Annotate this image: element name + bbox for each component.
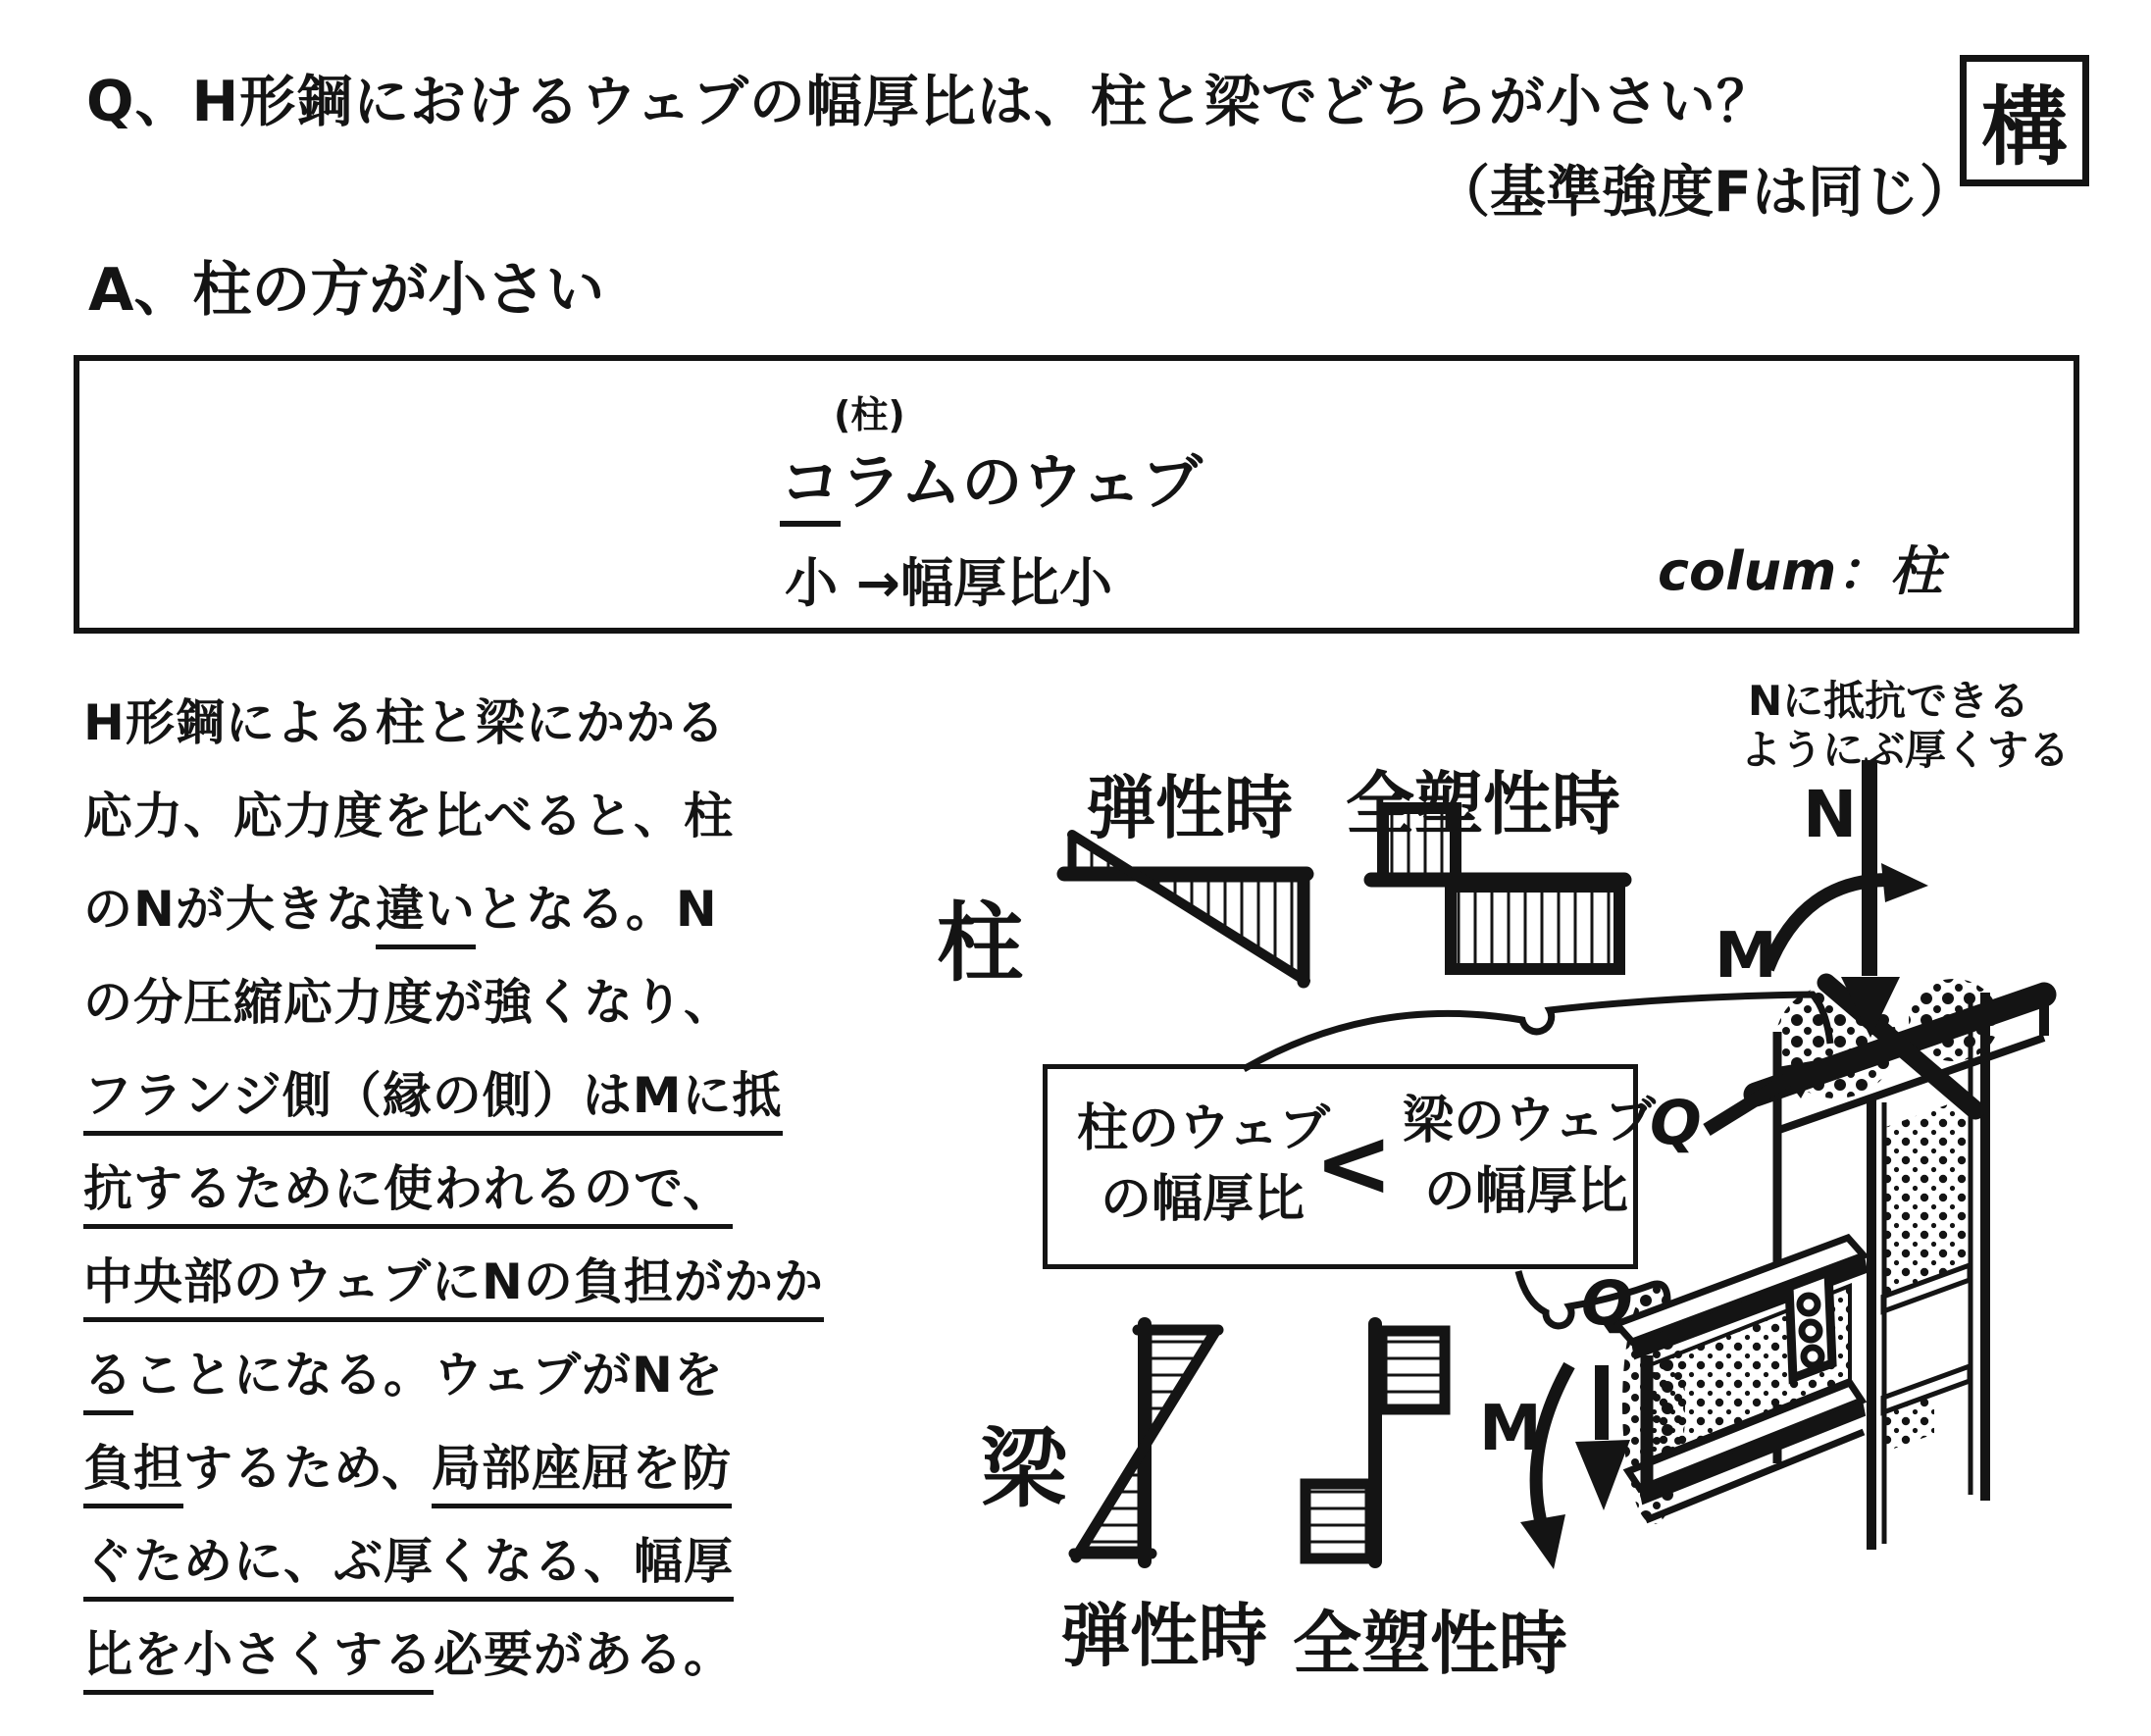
answer-line: A、柱の方が小さい: [88, 256, 605, 325]
shear-bottom-label: Q: [1581, 1267, 1633, 1339]
answer-box-sub: 小 →幅厚比小: [785, 552, 1113, 614]
paragraph-underlined-text: 局部座屈を防: [432, 1440, 732, 1508]
comparison-left-line1: 柱のウェブ: [1077, 1099, 1330, 1158]
paragraph-line: [83, 863, 1045, 956]
comparison-right-line2: の幅厚比: [1424, 1162, 1629, 1221]
answer-box-main-rest: ラムのウェブ: [841, 446, 1203, 518]
q-bottom-arrow-head: [1575, 1440, 1630, 1510]
column-row-label: 柱: [937, 893, 1024, 994]
paragraph-line: [83, 1329, 1045, 1422]
column-web-face: [1883, 1097, 1970, 1297]
thickness-annotation-line2: ようにぶ厚くする: [1740, 726, 2071, 774]
paragraph-line: [83, 1608, 1045, 1702]
paragraph-underlined-text: 抗するために使われるので、: [83, 1160, 733, 1229]
paragraph-line: [83, 677, 1045, 770]
paragraph-underlined-text: 比を小さくする: [83, 1626, 434, 1695]
paragraph: [83, 677, 1045, 1702]
category-tag-label: 構: [1980, 77, 2068, 178]
moment-top-label: M: [1715, 920, 1777, 993]
paragraph-text: のNが大きな: [83, 881, 376, 938]
paragraph-line: [83, 1515, 1045, 1608]
frame-3d-sketch: [1616, 979, 2044, 1550]
paragraph-line: [83, 1422, 1045, 1515]
paragraph-underlined-text: 負担: [83, 1440, 183, 1508]
answer-box-english-note: colum：柱: [1658, 540, 1943, 602]
beam-elastic-stress-diagram: [1074, 1324, 1218, 1561]
answer-box-main: [780, 434, 1203, 521]
bolt: [1804, 1348, 1821, 1365]
comparison-right-line1: 梁のウェブ: [1403, 1092, 1656, 1150]
column-elastic-stress-diagram: [1064, 834, 1306, 982]
bolt: [1802, 1322, 1819, 1340]
comparison-left-line2: の幅厚比: [1101, 1170, 1306, 1229]
question-line1: Q、H形鋼におけるウェブの幅厚比は、柱と梁でどちらが小さい？: [86, 70, 1773, 134]
paragraph-text: 応力、応力度を比べると、柱: [83, 788, 734, 844]
paragraph-text: ことになる。ウェブがNを: [133, 1347, 724, 1404]
paragraph-line: [83, 1049, 1045, 1143]
m-top-arrow-head: [1881, 863, 1928, 902]
paragraph-line: [83, 770, 1045, 863]
column-elastic-label: 弾性時: [1087, 768, 1293, 848]
paragraph-text: 必要がある。: [434, 1626, 734, 1683]
moment-bottom-label: M: [1479, 1393, 1542, 1465]
question-line2: （基準強度Fは同じ）: [1434, 160, 1975, 225]
category-tag-box: [1960, 55, 2089, 186]
beam-elastic-label: 弾性時: [1061, 1596, 1267, 1676]
paragraph-text: H形鋼による柱と梁にかかる: [83, 694, 726, 751]
paragraph-text: するため、: [183, 1440, 432, 1497]
paragraph-line: [83, 956, 1045, 1049]
answer-box-main-underlined: コ: [780, 446, 841, 527]
paragraph-text: となる。N: [475, 881, 718, 938]
column-plastic-label: 全塑性時: [1346, 764, 1620, 844]
paragraph-underlined-text: る: [83, 1347, 133, 1415]
paragraph-underlined-text: ぐために、ぶ厚くなる、幅厚: [83, 1533, 734, 1602]
paragraph-underlined-text: フランジ側（縁の側）はMに抵: [83, 1067, 783, 1136]
beam-plastic-stress-diagram: [1306, 1324, 1445, 1561]
paragraph-line: [83, 1236, 1045, 1329]
m-bottom-arrow-head: [1520, 1514, 1565, 1569]
paragraph-line: [83, 1143, 1045, 1236]
answer-box-kakko-note: (柱): [834, 393, 905, 436]
shear-top-label: Q: [1650, 1087, 1702, 1158]
paragraph-underlined-text: 中央部のウェブにNの負担がかか: [83, 1253, 824, 1322]
thickness-annotation-line1: Nに抵抗できる: [1748, 677, 2030, 725]
beam-row-label: 梁: [981, 1418, 1068, 1519]
comparison-operator: <: [1314, 1108, 1394, 1218]
beam-plastic-label: 全塑性時: [1293, 1604, 1567, 1684]
paragraph-text: の分圧縮応力度が強くなり、: [83, 974, 734, 1031]
axial-force-label: N: [1803, 777, 1858, 852]
paragraph-underlined-text: 違い: [376, 881, 476, 949]
bolt: [1800, 1296, 1818, 1313]
connector-squiggle-top: [1244, 995, 1830, 1069]
